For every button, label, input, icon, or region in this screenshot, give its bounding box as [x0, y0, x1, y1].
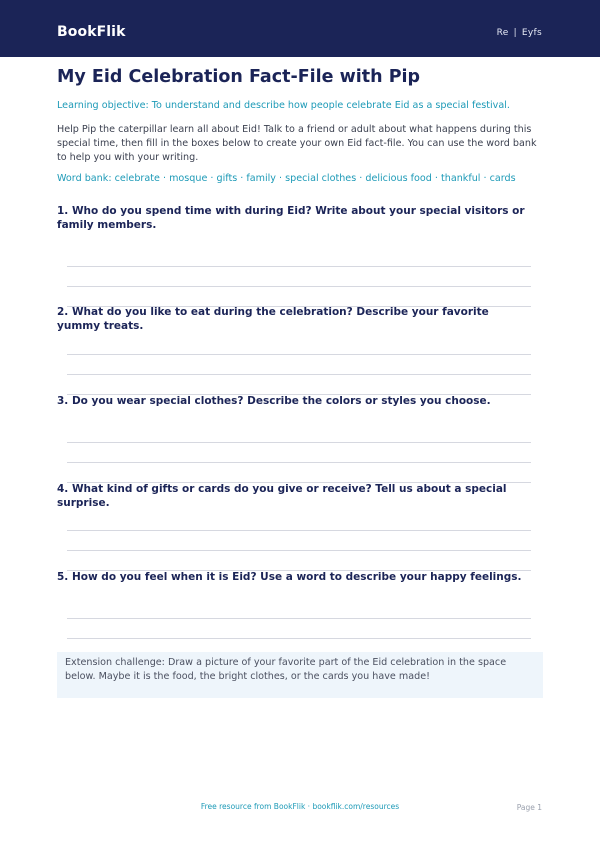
header-meta	[497, 26, 542, 40]
writing-line[interactable]	[67, 618, 531, 619]
writing-line[interactable]	[67, 442, 531, 443]
learning-objective: Learning objective: To understand and describe how people celebrate Eid as a special festival.	[57, 100, 510, 111]
meta-separator: |	[513, 28, 517, 38]
footer-resource-link[interactable]: Free resource from BookFlik · bookflik.com/resources	[200, 802, 400, 811]
writing-line[interactable]	[67, 638, 531, 639]
brand-logo[interactable]: BookFlik	[57, 24, 126, 40]
writing-line[interactable]	[67, 286, 531, 287]
word-bank: Word bank: celebrate · mosque · gifts · family · special clothes · delicious food · thankful · cards	[57, 173, 516, 184]
writing-line[interactable]	[67, 354, 531, 355]
header-bar	[0, 0, 600, 57]
question-2: 2. What do you like to eat during the celebration? Describe your favorite yummy treats.	[57, 306, 489, 332]
writing-line[interactable]	[67, 462, 531, 463]
question-4: 4. What kind of gifts or cards do you give or receive? Tell us about a special surprise.	[57, 483, 507, 509]
intro-text: Help Pip the caterpillar learn all about Eid! Talk to a friend or adult about what happens during this special time, then fill in the boxes below to create your own Eid fact-file. You can use the word bank to help you with your writing.	[57, 124, 537, 163]
writing-line[interactable]	[67, 550, 531, 551]
question-5: 5. How do you feel when it is Eid? Use a word to describe your happy feelings.	[57, 571, 522, 583]
level-label: Eyfs	[521, 28, 542, 38]
question-3: 3. Do you wear special clothes? Describe the colors or styles you choose.	[57, 395, 491, 407]
writing-line[interactable]	[67, 266, 531, 267]
question-1: 1. Who do you spend time with during Eid? Write about your special visitors or family members.	[57, 205, 525, 231]
subject-label: Re	[496, 28, 509, 38]
extension-challenge: Extension challenge: Draw a picture of your favorite part of the Eid celebration in the space below. Maybe it is the food, the bright clothes, or the cards you have made!	[57, 652, 543, 698]
page-number: Page 1	[516, 803, 542, 812]
page-title: My Eid Celebration Fact-File with Pip	[57, 67, 421, 87]
writing-line[interactable]	[67, 530, 531, 531]
writing-line[interactable]	[67, 374, 531, 375]
